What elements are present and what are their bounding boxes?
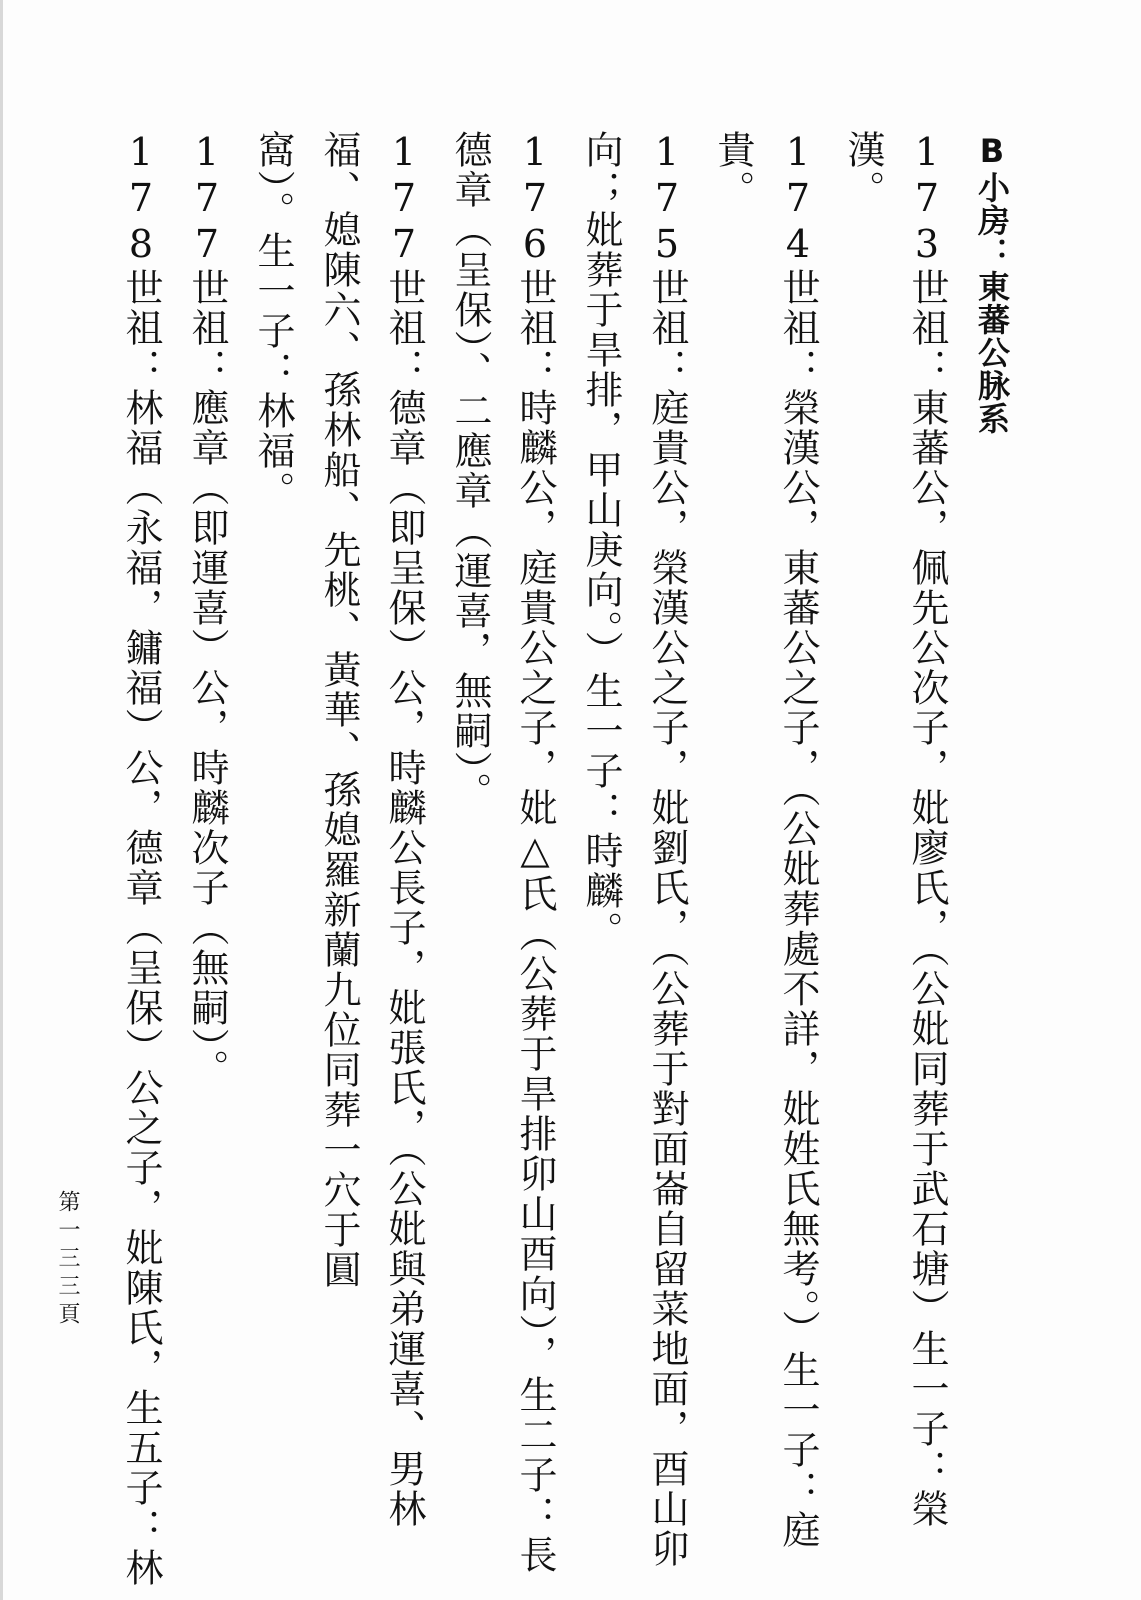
text-column-12: 177世祖：應章（即運喜）公，時麟次子（無嗣）。 <box>185 130 229 1089</box>
text-column-6: 向；妣葬于旱排，甲山庚向。）生一子：時麟。 <box>579 130 623 951</box>
text-column-8: 德章（呈保）、二應章（運喜，無嗣）。 <box>448 130 492 812</box>
text-column-10: 福、媳陳六、孫林船、先桃、黃華、孫媳羅新蘭九位同葬一穴于圓 <box>317 130 361 1290</box>
text-column-7: 176世祖：時麟公，庭貴公之子，妣△氏（公葬于旱排卯山酉向），生二子：長 <box>513 130 557 1575</box>
text-column-11: 窩）。生一子：林福。 <box>251 130 295 511</box>
scan-edge <box>0 0 3 1600</box>
text-column-1: 173世祖：東蕃公，佩先公次子，妣廖氏，（公妣同葬于武石塘）生一子：榮 <box>905 130 949 1529</box>
text-column-13: 178世祖：林福（永福，鏞福）公，德章（呈保）公之子，妣陳氏，生五子：林 <box>119 130 163 1588</box>
text-column-3: 174世祖：榮漢公，東蕃公之子，（公妣葬處不詳，妣姓氏無考。）生一子：庭 <box>776 130 820 1550</box>
page-number: 第一三三頁 <box>55 1190 80 1330</box>
section-heading: B小房：東蕃公脉系 <box>973 132 1011 435</box>
text-column-5: 175世祖：庭貴公，榮漢公之子，妣劉氏，（公葬于對面崙自留菜地面，酉山卯 <box>645 130 689 1569</box>
text-column-4: 貴。 <box>711 130 755 210</box>
text-column-2: 漢。 <box>841 130 885 210</box>
text-column-9: 177世祖：德章（即呈保）公，時麟公長子，妣張氏，（公妣與弟運喜、男林 <box>382 130 426 1529</box>
